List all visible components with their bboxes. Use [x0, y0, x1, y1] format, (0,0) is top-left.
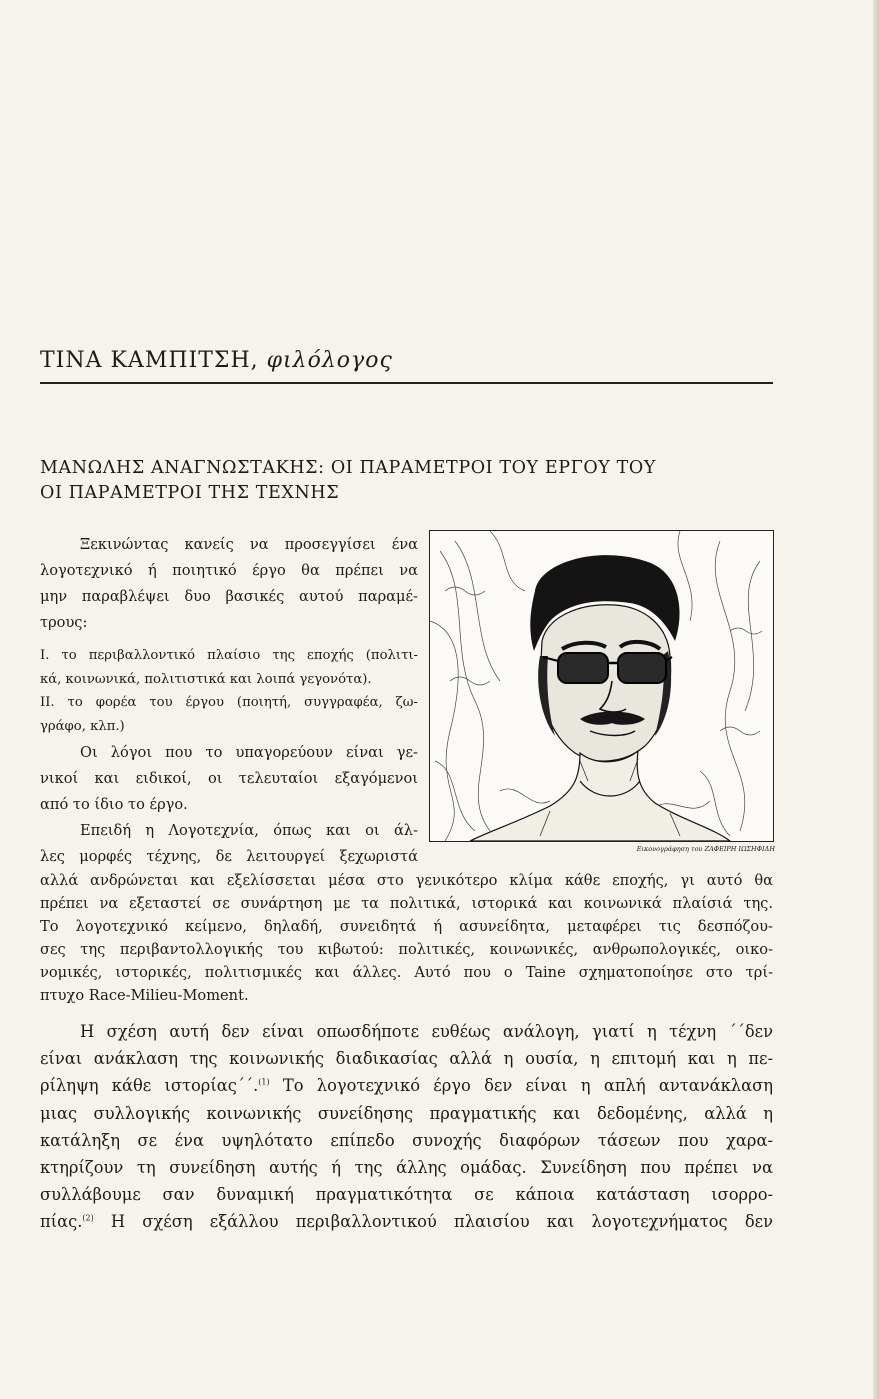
article-title [40, 456, 760, 506]
paragraph-4 [40, 1018, 773, 1236]
text-fragment: ρίληψη κάθε ιστορίας΄΄. [40, 1076, 259, 1096]
paragraph-3-wide [40, 869, 773, 1007]
text-line: από το ίδιο το έργο. [40, 796, 188, 813]
text-line: νομικές, ιστορικές, πολιτισμικές και άλλες. Αυτό που ο Taine σχηματοποίησε στο τρί- [40, 964, 773, 981]
illustration-caption: Εικονογράφηση του ΖΑΦΕΙΡΗ ΙΩΣΗΦΙΔΗ [636, 845, 775, 853]
paragraph-3-narrow [40, 818, 418, 870]
intro-paragraph [40, 532, 418, 636]
footnote-ref-2: (2) [82, 1213, 94, 1223]
title-line-1: ΜΑΝΩΛΗΣ ΑΝΑΓΝΩΣΤΑΚΗΣ: ΟΙ ΠΑΡΑΜΕΤΡΟΙ ΤΟΥ ΕΡΓΟΥ ΤΟΥ [40, 458, 656, 478]
list-item: Ι. το περιβαλλοντικό πλαίσιο της εποχής (πολιτι- [40, 648, 418, 663]
list-item: ΙΙ. το φορέα του έργου (ποιητή, συγγραφέα, ζω- [40, 695, 418, 710]
text-fragment: πίας. [40, 1212, 83, 1232]
text-line: Επειδή η Λογοτεχνία, όπως και οι άλ- [80, 822, 418, 839]
footnote-ref-1: (1) [258, 1077, 270, 1087]
title-line-2: ΟΙ ΠΑΡΑΜΕΤΡΟΙ ΤΗΣ ΤΕΧΝΗΣ [40, 483, 340, 503]
author-role: φιλόλογος [266, 348, 393, 373]
text-line: συλλάβουμε σαν δυναμική πραγματικότητα σε κάποια κατάσταση ισορρο- [40, 1185, 773, 1205]
paragraph-2 [40, 740, 418, 818]
text-line: Οι λόγοι που το υπαγορεύουν είναι γε- [80, 744, 418, 761]
parameter-list [40, 644, 418, 738]
author-name: ΤΙΝΑ ΚΑΜΠΙΤΣΗ, [40, 348, 259, 373]
list-item: γράφο, κλπ.) [40, 718, 125, 734]
text-line: Ξεκινώντας κανείς να προσεγγίσει ένα [80, 536, 418, 553]
text-line [40, 1208, 773, 1235]
text-line: μην παραβλέψει δυο βασικές αυτού παραμέ- [40, 588, 418, 605]
portrait-drawing [430, 531, 773, 841]
text-line: αλλά ανδρώνεται και εξελίσσεται μέσα στο γενικότερο κλίμα κάθε εποχής, γι αυτό θα [40, 872, 773, 889]
text-line: πτυχο Race-Milieu-Moment. [40, 987, 249, 1004]
text-line: κατάληξη σε ένα υψηλότατο επίπεδο συνοχής διαφόρων τάσεων που χαρα- [40, 1130, 773, 1150]
text-line: λογοτεχνικό ή ποιητικό έργο θα πρέπει να [40, 562, 418, 579]
text-line: Η σχέση αυτή δεν είναι οπωσδήποτε ευθέως ανάλογη, γιατί η τέχνη ΄΄δεν [80, 1022, 773, 1041]
text-line: είναι ανάκλαση της κοινωνικής διαδικασίας αλλά η ουσία, η επιτομή και η πε- [40, 1049, 773, 1069]
portrait-illustration [429, 530, 774, 842]
text-line: σες της περιβαντολλογικής του κιβωτού: πολιτικές, κοινωνικές, ανθρωπολογικές, οικο- [40, 941, 773, 958]
text-line [40, 1072, 773, 1099]
text-line: τρους: [40, 614, 88, 631]
header-rule [40, 382, 773, 384]
text-fragment: Το λογοτεχνικό έργο δεν είναι η απλή αντανάκλαση [269, 1076, 773, 1096]
text-line: Το λογοτεχνικό κείμενο, δηλαδή, συνειδητά ή ασυνείδητα, μεταφέρει τις δεσπόζου- [40, 918, 773, 935]
text-line: κτηρίζουν τη συνείδηση αυτής ή της άλλης ομάδας. Συνείδηση που πρέπει να [40, 1157, 773, 1177]
text-fragment: Η σχέση εξάλλου περιβαλλοντικού πλαισίου και λογοτεχνήματος δεν [93, 1212, 773, 1232]
text-line: νικοί και ειδικοί, οι τελευταίοι εξαγόμενοι [40, 770, 418, 787]
text-line: πρέπει να εξεταστεί σε συνάρτηση με τα πολιτικά, ιστορικά και κοινωνικά πλαίσιά της. [40, 895, 773, 912]
text-line: μιας συλλογικής κοινωνικής συνείδησης πραγματικής και δεδομένης, αλλά η [40, 1103, 773, 1123]
list-item: κά, κοινωνικά, πολιτιστικά και λοιπά γεγονότα). [40, 671, 372, 687]
page-edge [873, 0, 879, 1399]
author-heading [40, 348, 393, 373]
text-line: λες μορφές τέχνης, δε λειτουργεί ξεχωριστά [40, 848, 418, 865]
